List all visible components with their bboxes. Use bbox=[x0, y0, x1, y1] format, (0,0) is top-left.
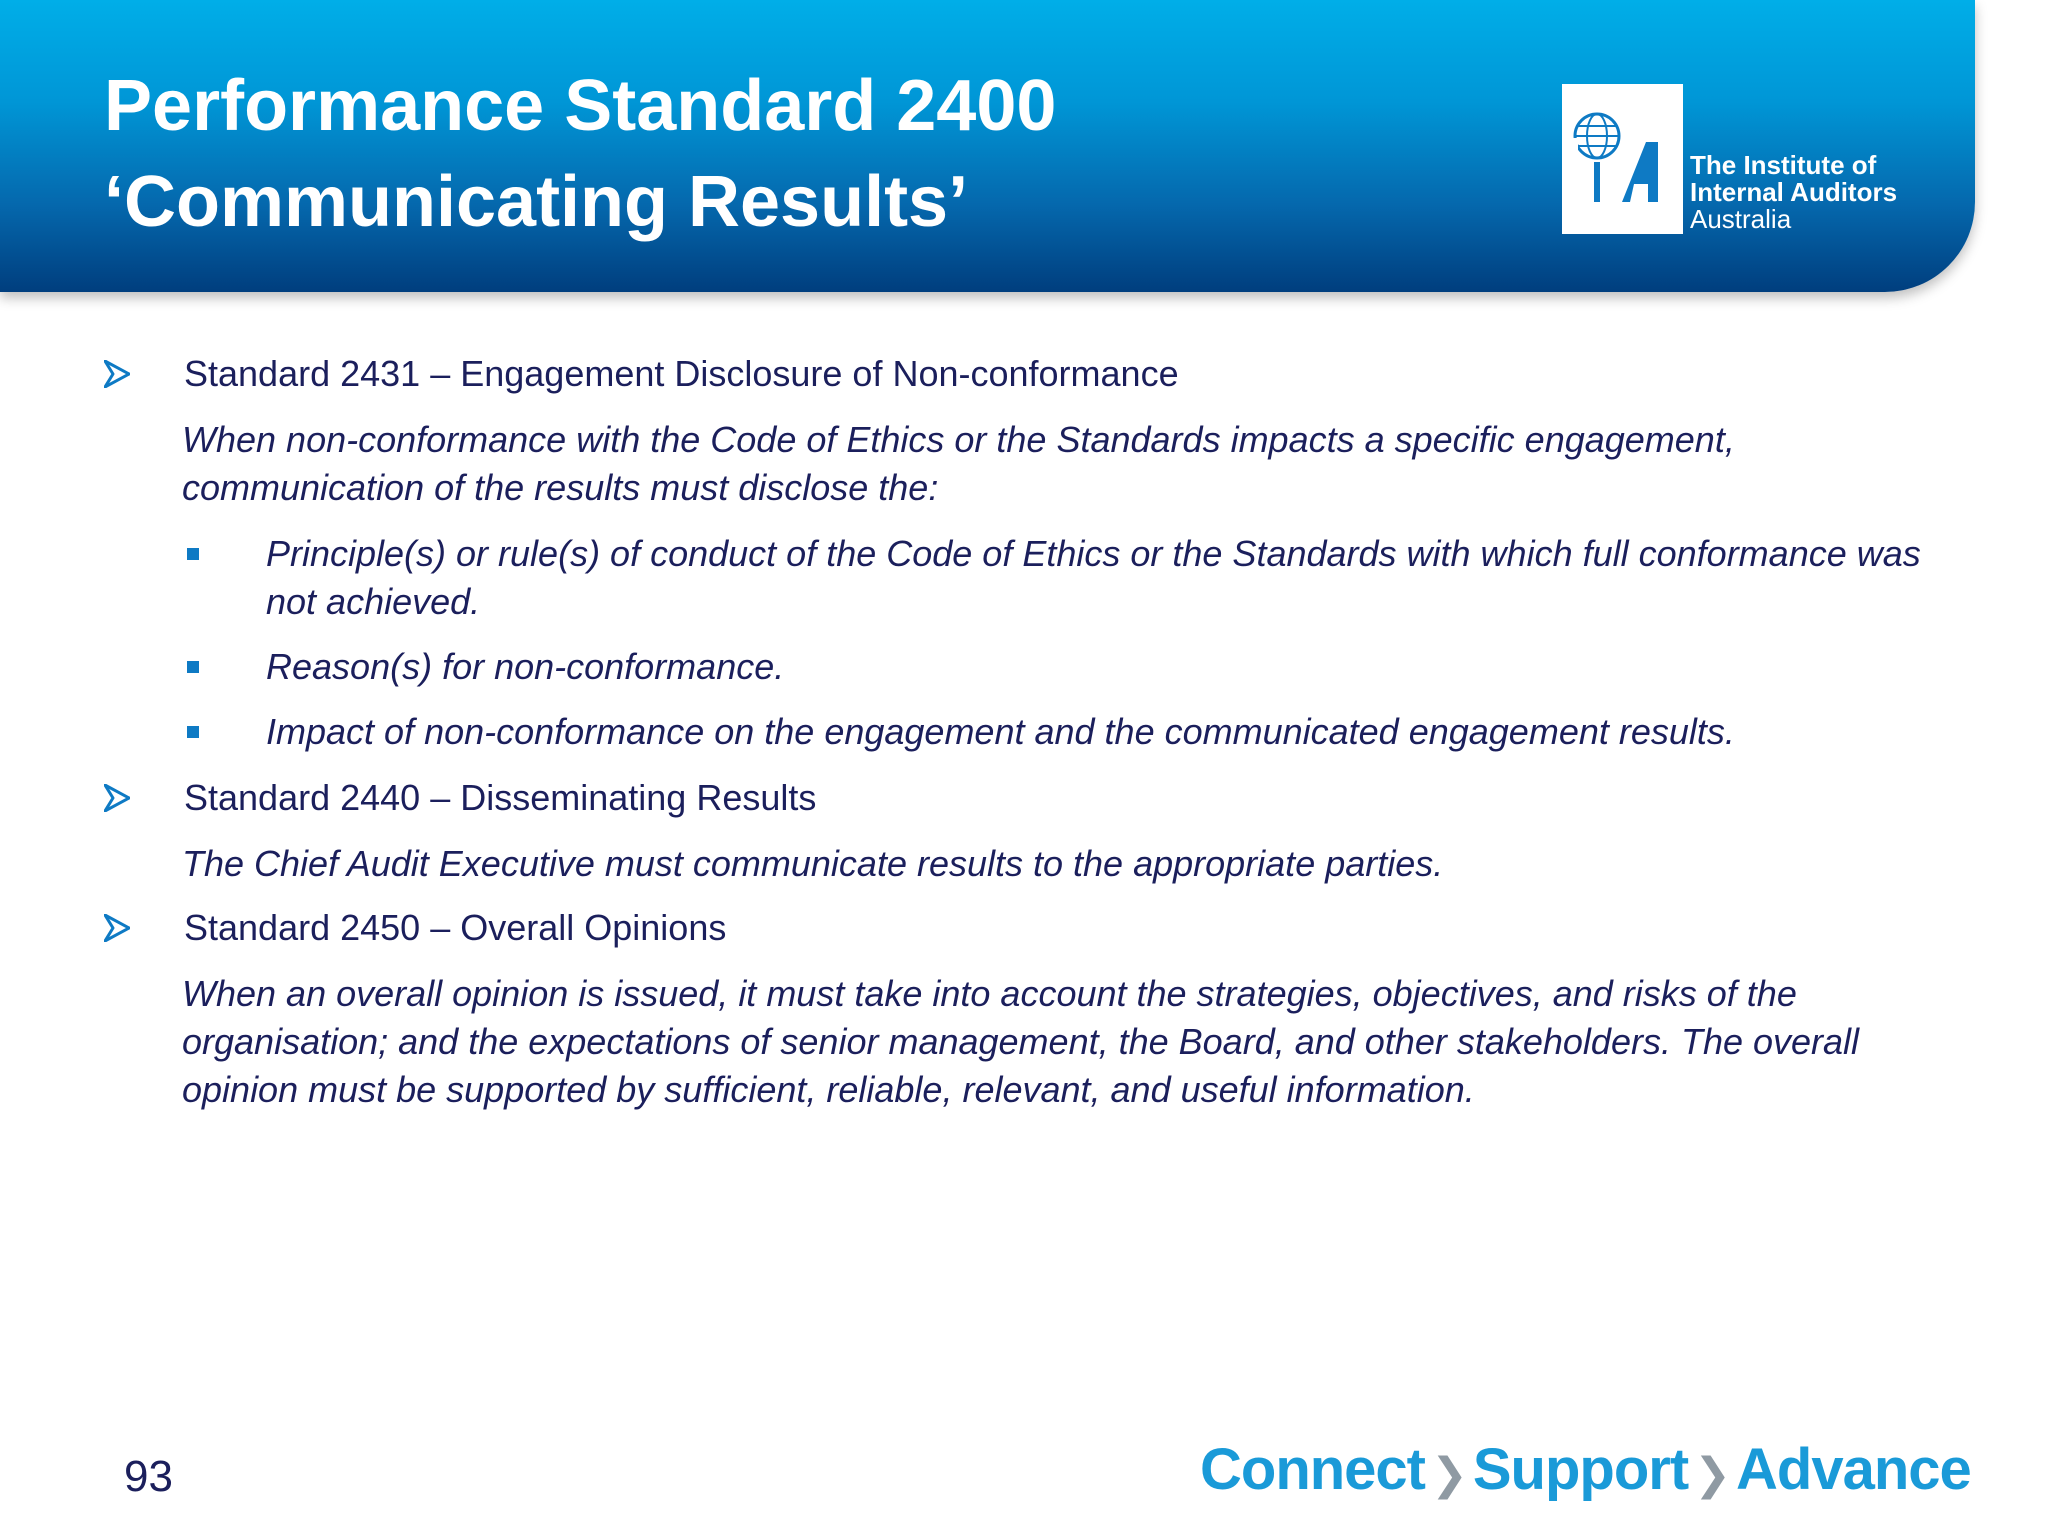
square-bullet-icon bbox=[187, 661, 199, 673]
logo-text bbox=[1690, 152, 1897, 233]
sub-bullet-1 bbox=[266, 530, 1986, 626]
desc-line: The Chief Audit Executive must communicate results to the appropriate parties. bbox=[182, 843, 1444, 884]
sub-line: Impact of non-conformance on the engagement and the communicated engagement results. bbox=[266, 711, 1735, 752]
tagline-support: Support bbox=[1472, 1437, 1689, 1502]
desc-line: When non-conformance with the Code of Ethics or the Standards impacts a specific engagement, bbox=[182, 419, 1735, 460]
standard-2431-desc bbox=[182, 416, 1962, 512]
tagline-connect: Connect bbox=[1200, 1437, 1425, 1502]
sub-line: Reason(s) for non-conformance. bbox=[266, 646, 785, 687]
chevron-right-icon: ❯ bbox=[1431, 1450, 1467, 1499]
square-bullet-icon bbox=[187, 726, 199, 738]
arrow-bullet-icon bbox=[104, 360, 130, 388]
desc-line: communication of the results must disclose the: bbox=[182, 467, 939, 508]
logo-line-1: The Institute of bbox=[1690, 150, 1877, 180]
desc-line: opinion must be supported by sufficient, reliable, relevant, and useful information. bbox=[182, 1069, 1475, 1110]
tagline bbox=[1200, 1436, 1971, 1503]
standard-2440-desc bbox=[182, 840, 1962, 888]
standard-2450-title: Standard 2450 – Overall Opinions bbox=[184, 907, 727, 948]
page-number: 93 bbox=[124, 1452, 173, 1501]
logo-line-2: Internal Auditors bbox=[1690, 177, 1898, 207]
tagline-advance: Advance bbox=[1736, 1437, 1971, 1502]
slide-title bbox=[104, 58, 1404, 250]
arrow-bullet-icon bbox=[104, 784, 130, 812]
standard-2440-title: Standard 2440 – Disseminating Results bbox=[184, 777, 817, 818]
chevron-right-icon: ❯ bbox=[1694, 1450, 1731, 1499]
globe-logo-icon bbox=[1562, 84, 1683, 234]
standard-2450-desc bbox=[182, 970, 1962, 1114]
title-line-1: Performance Standard 2400 bbox=[104, 66, 1057, 146]
desc-line: When an overall opinion is issued, it must take into account the strategies, objectives, and risks of the bbox=[182, 973, 1797, 1014]
standard-2431-title: Standard 2431 – Engagement Disclosure of Non-conformance bbox=[184, 353, 1179, 394]
arrow-bullet-icon bbox=[104, 914, 130, 942]
sub-line: not achieved. bbox=[266, 581, 481, 622]
sub-bullet-2 bbox=[266, 643, 1986, 691]
desc-line: organisation; and the expectations of senior management, the Board, and other stakeholders. The overall bbox=[182, 1021, 1860, 1062]
sub-bullet-3 bbox=[266, 708, 1986, 756]
square-bullet-icon bbox=[187, 548, 199, 560]
title-line-2: ‘Communicating Results’ bbox=[104, 162, 969, 242]
sub-line: Principle(s) or rule(s) of conduct of the Code of Ethics or the Standards with which full conformance was bbox=[266, 533, 1921, 574]
iia-logo bbox=[1562, 84, 1683, 234]
logo-line-3: Australia bbox=[1690, 204, 1792, 234]
